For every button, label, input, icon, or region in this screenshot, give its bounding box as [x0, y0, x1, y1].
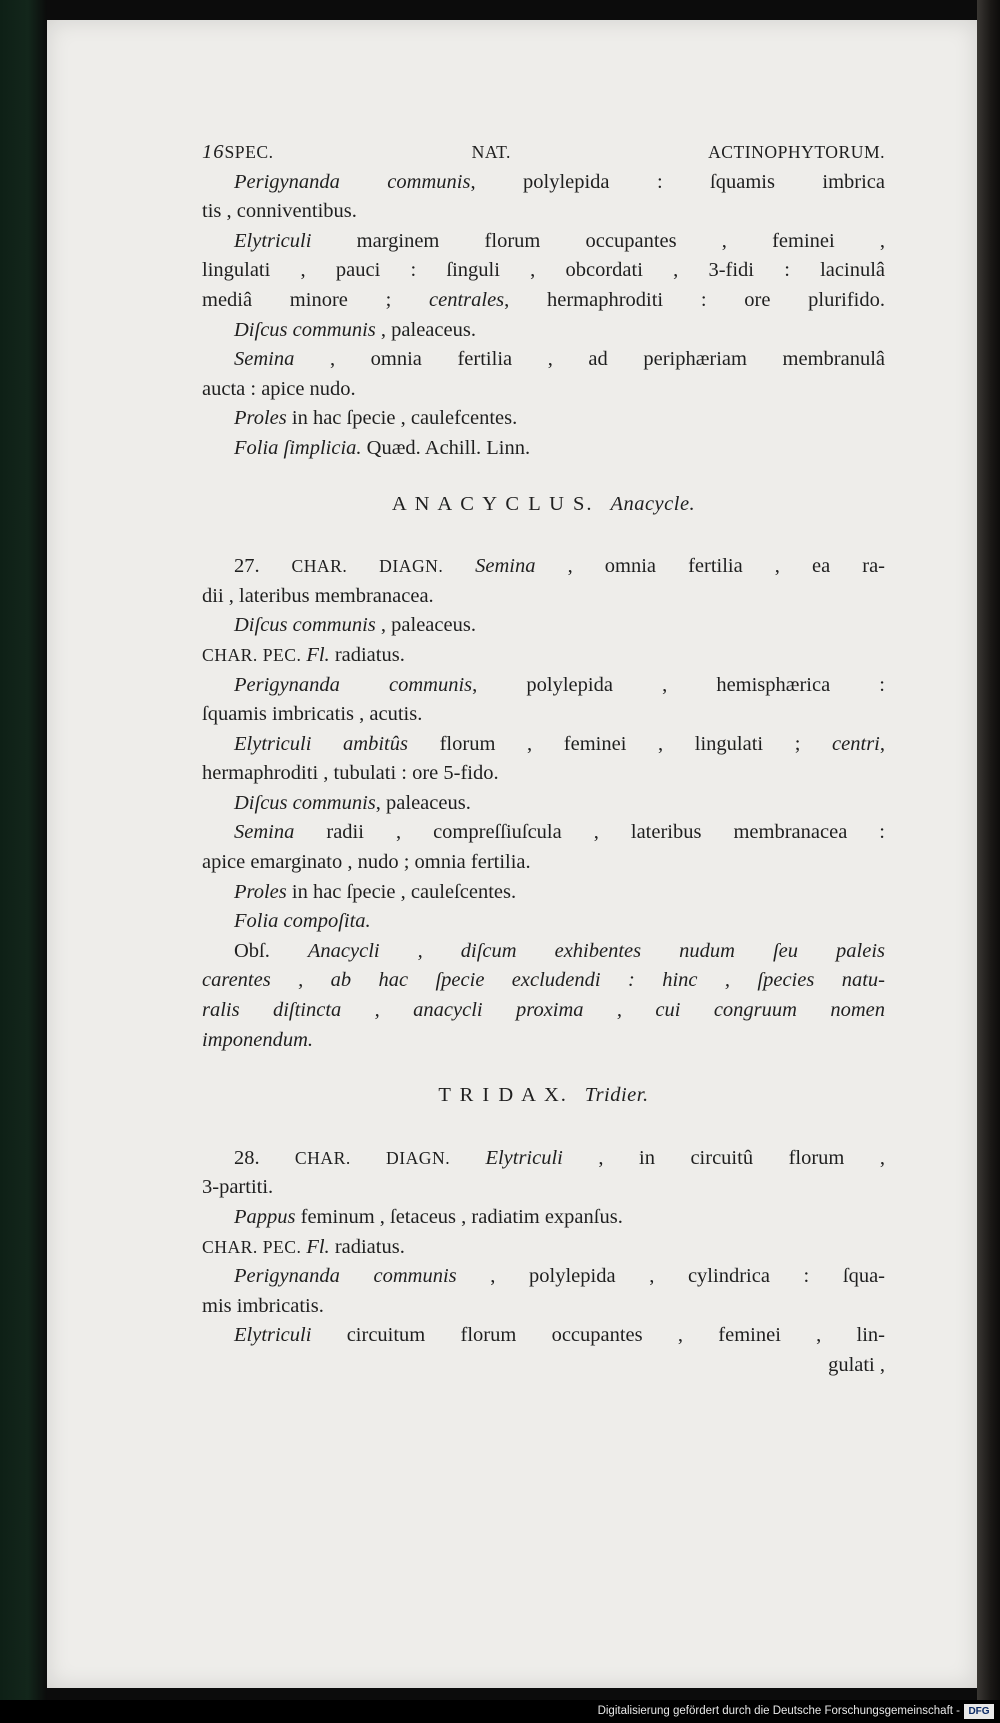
text-line [202, 818, 885, 848]
term-semina: Semina [475, 555, 536, 578]
text-line [202, 1233, 885, 1263]
term-elytriculi: Elytriculi [485, 1146, 563, 1169]
term-proles: Proles [234, 407, 287, 430]
line-text: , omnia fertilia , ea ra- [535, 555, 885, 578]
term-semina: Semina [234, 821, 295, 844]
term-fl: Fl. [306, 643, 330, 666]
term-centri: centri [832, 732, 880, 755]
term-folia: Folia compoſita. [234, 910, 371, 933]
line-text: Quæd. Achill. Linn. [361, 436, 531, 459]
line-text: feminum , ſetaceus , radiatim expanſus. [295, 1206, 623, 1228]
obs-text: Anacycli , diſcum exhibentes nudum ſeu paleis [307, 939, 885, 962]
line-text: , omnia fertilia , ad periphæriam membranulâ [294, 348, 885, 371]
line-text: aucta : apice nudo. [202, 377, 356, 400]
term-discus: Diſcus communis [234, 318, 376, 341]
term-discus: Diſcus communis [234, 791, 376, 814]
running-title: SPEC. NAT. ACTINOPHYTORUM. [224, 142, 885, 162]
text-line [202, 197, 885, 227]
text-line [202, 582, 885, 612]
line-text: dii , lateribus membranacea. [202, 584, 434, 607]
term-semina: Semina [234, 348, 295, 371]
scan-left-edge [0, 0, 47, 1700]
text-line [202, 878, 885, 908]
vernacular-name: Tridier. [584, 1084, 649, 1107]
line-text: marginem florum occupantes , feminei , [311, 229, 885, 252]
text-line [202, 1026, 885, 1056]
vernacular-name: Anacycle. [610, 492, 696, 515]
term-elytriculi: Elytriculi [234, 1324, 312, 1347]
text-line [202, 611, 885, 641]
text-line [202, 671, 885, 701]
text-line [202, 937, 885, 967]
text-line [202, 759, 885, 789]
line-text: , paleaceus. [375, 614, 476, 637]
text-line [202, 227, 885, 257]
line-text: mis imbricatis. [202, 1294, 324, 1317]
page-text [202, 138, 885, 1381]
obs-label: Obſ. [234, 939, 308, 962]
spacer [202, 519, 885, 552]
term-proles: Proles [234, 880, 287, 903]
char-pec-label: CHAR. PEC. [202, 1236, 307, 1257]
catchword [202, 1351, 885, 1381]
text-line [202, 316, 885, 346]
line-text: tis , conniventibus. [202, 200, 357, 223]
line-text: circuitum florum occupantes , feminei , lin- [311, 1324, 885, 1347]
text-line [202, 286, 885, 316]
line-text: , polylepida , cylindrica : ſqua- [456, 1265, 885, 1288]
term-pappus: Pappus [234, 1206, 296, 1228]
char-pec-label: CHAR. PEC. [202, 644, 307, 665]
book-spine-edge [977, 0, 1000, 1700]
term-folia: Folia ſimplicia. [234, 436, 362, 459]
line-text: , [879, 732, 885, 755]
text-line [202, 1144, 885, 1174]
text-line [202, 434, 885, 464]
text-line [202, 168, 885, 198]
line-text: radiatus. [329, 1235, 405, 1258]
text-line [202, 375, 885, 405]
term-perigynanda: Perigynanda communis [234, 673, 473, 696]
line-text: ſquamis imbricatis , acutis. [202, 703, 423, 726]
line-text: in hac ſpecie , cauleſcentes. [286, 880, 517, 903]
text-line [202, 256, 885, 286]
line-text: , polylepida : ſquamis imbrica [470, 170, 885, 193]
spacer [202, 1055, 885, 1081]
line-text: , paleaceus. [375, 791, 471, 814]
genus-heading-anacyclus [202, 490, 885, 520]
text-line [202, 996, 885, 1026]
running-header [202, 138, 885, 168]
text-line [202, 848, 885, 878]
line-text: , hermaphroditi : ore plurifido. [504, 288, 885, 311]
line-text: , in circuitû florum , [562, 1146, 885, 1169]
text-line [202, 1203, 885, 1233]
line-text: , paleaceus. [375, 318, 476, 341]
obs-text: carentes , ab hac ſpecie excludendi : hinc , ſpecies natu- [202, 969, 885, 992]
term-elytriculi: Elytriculi [234, 229, 312, 252]
line-text: in hac ſpecie , caulefcentes. [286, 407, 518, 430]
page-number: 16 [202, 141, 225, 163]
genus-name: T R I D A X. [438, 1084, 568, 1107]
text-line [202, 1321, 885, 1351]
line-text: florum , feminei , lingulati ; [407, 732, 833, 755]
line-text: mediâ minore ; [202, 288, 429, 311]
text-line [202, 404, 885, 434]
line-text: lingulati , pauci : ſinguli , obcordati , 3-fidi : lacinulâ [202, 259, 885, 282]
text-line [202, 907, 885, 937]
line-text: apice emarginato , nudo ; omnia fertilia. [202, 851, 531, 874]
species-number: 28. [234, 1146, 260, 1169]
term-perigynanda: Perigynanda communis [234, 170, 471, 193]
spacer [202, 464, 885, 490]
text-line [202, 700, 885, 730]
term-discus: Diſcus communis [234, 614, 376, 637]
text-line [202, 966, 885, 996]
text-line [202, 641, 885, 671]
footer-credit: Digitalisierung gefördert durch die Deutsche Forschungsgemeinschaft - [597, 1705, 960, 1717]
text-line [202, 1262, 885, 1292]
text-line [202, 730, 885, 760]
text-line [202, 552, 885, 582]
digitization-footer [0, 1700, 1000, 1723]
genus-heading-tridax [202, 1081, 885, 1111]
line-text: , polylepida , hemisphærica : [472, 673, 885, 696]
spacer [202, 1111, 885, 1144]
dfg-logo: DFG [964, 1704, 994, 1719]
term-centrales: centrales [429, 288, 505, 311]
catchword-text: gulati , [828, 1353, 885, 1376]
genus-name: A N A C Y C L U S. [391, 492, 594, 515]
term-perigynanda: Perigynanda communis [234, 1265, 457, 1288]
term-fl: Fl. [306, 1235, 330, 1258]
text-line [202, 1292, 885, 1322]
species-number: 27. [234, 555, 260, 578]
line-text: 3-partiti. [202, 1176, 274, 1199]
term-elytriculi: Elytriculi ambitûs [234, 732, 408, 755]
char-diagn-label: CHAR. DIAGN. [259, 556, 476, 577]
line-text: radiatus. [329, 643, 405, 666]
line-text: radii , compreſſiuſcula , lateribus membranacea : [294, 821, 885, 844]
text-line [202, 345, 885, 375]
text-line [202, 1173, 885, 1203]
obs-text: ralis diſtincta , anacycli proxima , cui congruum nomen [202, 999, 885, 1022]
text-line [202, 789, 885, 819]
obs-text: imponendum. [202, 1028, 314, 1051]
line-text: hermaphroditi , tubulati : ore 5-fido. [202, 762, 499, 785]
char-diagn-label: CHAR. DIAGN. [259, 1147, 486, 1168]
